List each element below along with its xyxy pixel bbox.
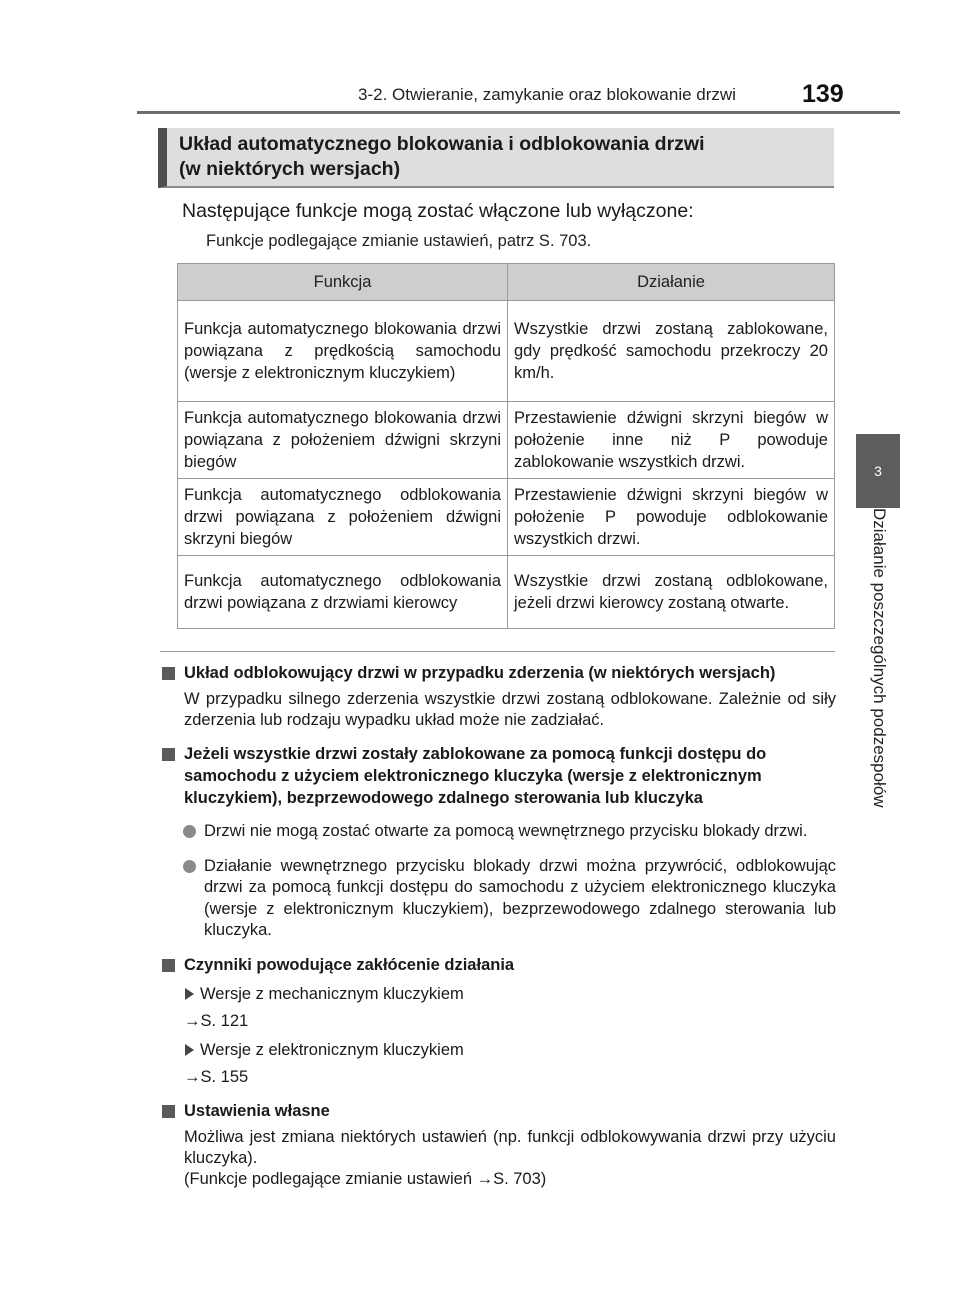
table-header-row: [178, 264, 835, 301]
table-row: [178, 402, 835, 479]
table-cell-action: Wszystkie drzwi zostaną zablokowane, gdy prędkość samochodu przekroczy 20 km/h.: [508, 301, 835, 402]
note-heading-custom: Ustawienia własne: [160, 1100, 836, 1122]
header-rule: [137, 111, 900, 114]
section-title-line2: (w niektórych wersjach): [179, 158, 401, 180]
table-header-action: Działanie: [508, 264, 835, 301]
list-item: Drzwi nie mogą zostać otwarte za pomocą wewnętrznego przycisku blokady drzwi.: [160, 821, 836, 843]
table-cell-action: Wszystkie drzwi zostaną odblokowane, jeżeli drzwi kierowcy zostaną otwarte.: [508, 556, 835, 629]
table-cell-function: Funkcja automatycznego blokowania drzwi powiązana z położeniem dźwigni skrzyni biegów: [178, 402, 508, 479]
note-heading-crash: Układ odblokowujący drzwi w przypadku zderzenia (w niektórych wersjach): [160, 662, 836, 684]
table-cell-action: Przestawienie dźwigni skrzyni biegów w położenie inne niż P powoduje zablokowanie wszystkich drzwi.: [508, 402, 835, 479]
list-item: Wersje z mechanicznym kluczykiem: [160, 983, 836, 1005]
table-cell-function: Funkcja automatycznego blokowania drzwi powiązana z prędkością samochodu (wersje z elektronicznym kluczykiem): [178, 301, 508, 402]
square-bullet-icon: [162, 667, 175, 680]
note-body-crash: W przypadku silnego zderzenia wszystkie drzwi zostaną odblokowane. Zależnie od siły zderzenia lub rodzaju wypadku układ może nie zadziałać.: [184, 690, 836, 729]
functions-table: [177, 263, 835, 629]
page-number: 139: [802, 80, 844, 108]
square-bullet-icon: [162, 748, 175, 761]
notes-divider: [160, 651, 835, 652]
notes-section: [160, 662, 836, 1190]
table-cell-function: Funkcja automatycznego odblokowania drzwi powiązana z drzwiami kierowcy: [178, 556, 508, 629]
chapter-number-tab: 3: [856, 434, 900, 508]
chapter-label-tab: [856, 508, 900, 870]
intro-text: Następujące funkcje mogą zostać włączone lub wyłączone:: [182, 200, 694, 222]
triangle-bullet-icon: [185, 1044, 194, 1056]
table-cell-action: Przestawienie dźwigni skrzyni biegów w położenie P powoduje odblokowanie wszystkich drzwi.: [508, 479, 835, 556]
circle-bullet-icon: [183, 825, 196, 838]
triangle-bullet-icon: [185, 988, 194, 1000]
note-heading-interference: Czynniki powodujące zakłócenie działania: [160, 954, 836, 976]
note-body-custom-ref: (Funkcje podlegające zmianie ustawień →S. 703): [184, 1169, 547, 1188]
section-title-line1: Układ automatycznego blokowania i odblokowania drzwi: [179, 133, 705, 155]
running-header: 3-2. Otwieranie, zamykanie oraz blokowanie drzwi: [358, 85, 736, 104]
table-header-function: Funkcja: [178, 264, 508, 301]
section-heading: [158, 128, 834, 188]
list-item: Wersje z elektronicznym kluczykiem: [160, 1039, 836, 1061]
list-item: Działanie wewnętrznego przycisku blokady drzwi można przywrócić, odblokowując drzwi za pomocą funkcji dostępu do samochodu z użyciem elektronicznego kluczyka (wersje z elektronicznym kluczykiem), bezprzewodowego zdalnego sterowania lub kluczyka.: [160, 856, 836, 942]
page-reference: →S. 155: [184, 1067, 249, 1086]
circle-bullet-icon: [183, 860, 196, 873]
intro-subtext: Funkcje podlegające zmianie ustawień, patrz S. 703.: [206, 232, 592, 250]
page-reference: →S. 121: [184, 1011, 249, 1030]
chapter-label: Działanie poszczególnych podzespołów: [870, 508, 889, 808]
note-heading-locked: Jeżeli wszystkie drzwi zostały zablokowane za pomocą funkcji dostępu do samochodu z użyciem elektronicznego kluczyka (wersje z elektronicznym kluczykiem), bezprzewodowego zdalnego sterowania lub kluczyka: [160, 743, 836, 809]
table-row: [178, 301, 835, 402]
square-bullet-icon: [162, 1105, 175, 1118]
note-body-custom: Możliwa jest zmiana niektórych ustawień (np. funkcji odblokowywania drzwi przy użyciu kluczyka).: [184, 1127, 836, 1167]
table-row: [178, 479, 835, 556]
table-cell-function: Funkcja automatycznego odblokowania drzwi powiązana z położeniem dźwigni skrzyni biegów: [178, 479, 508, 556]
table-row: [178, 556, 835, 629]
square-bullet-icon: [162, 959, 175, 972]
